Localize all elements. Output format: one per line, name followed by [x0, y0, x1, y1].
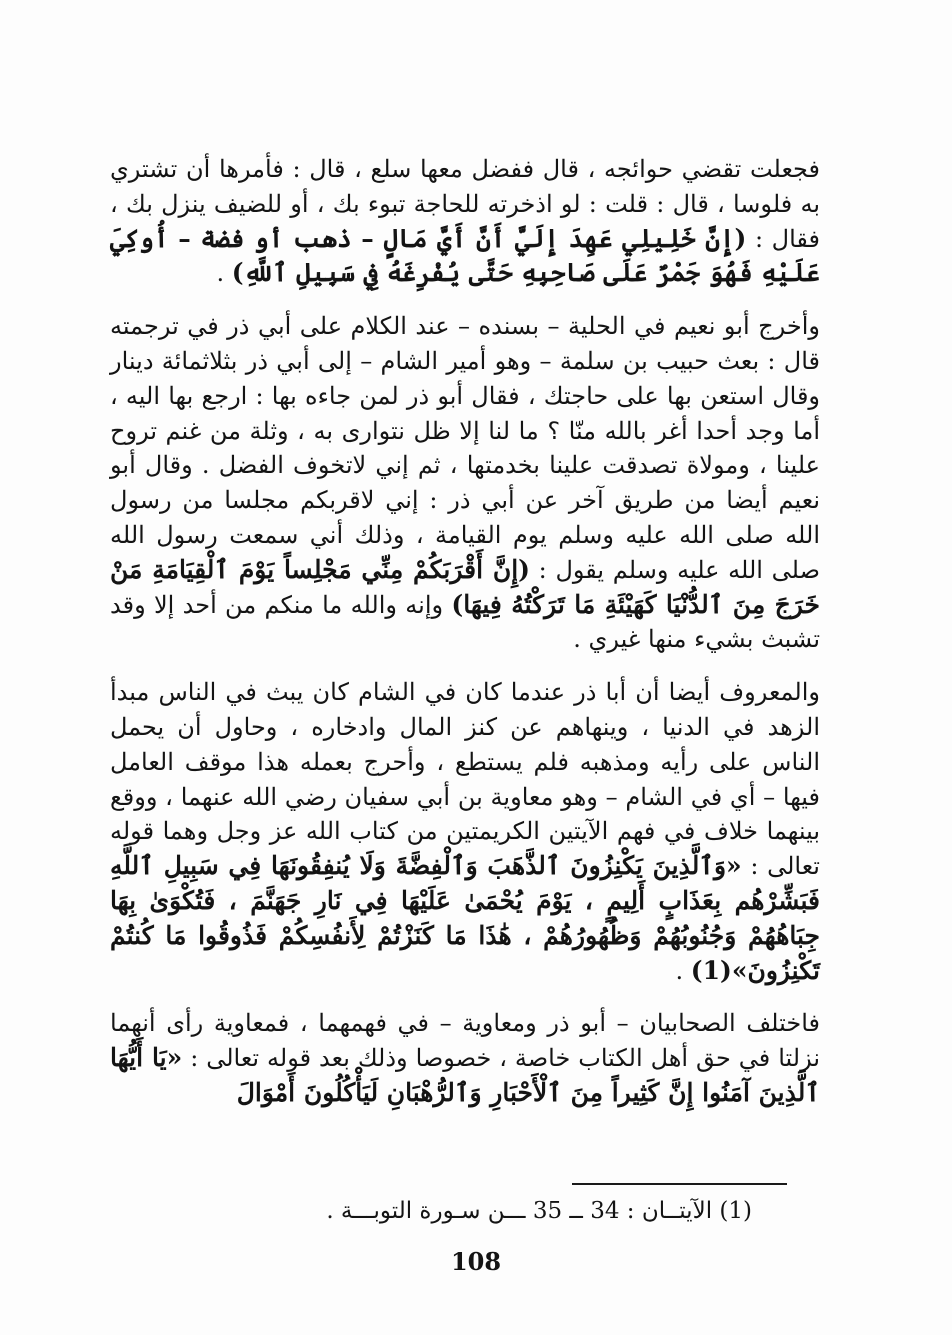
paragraph-2-text-b: وإنه والله ما منكم من أحد إلا وقد تشبث بشيء منها غيري . — [110, 590, 820, 654]
quran-verse-2: «يَا أَيُّهَا ٱلَّذِينَ آمَنُوا إِنَّ كَثِيراً مِنَ ٱلْأَحْبَارِ وَٱلرُّهْبَانِ لَيَأْكُلُونَ أَمْوَالَ — [110, 1043, 820, 1107]
hadith-quote-1: (إِنَّ خَلِيلِي عَهِدَ إِلَيَّ أَنَّ أَيَّ مَالٍ – ذهب أو فضة – أُوكِيَ عَلَيْهِ فَهُوَ جَمْرٌ عَلَى صَاحِبِهِ حَتَّى يُفْرِغَهُ فِي سَبِيلِ ٱللَّهِ) — [110, 223, 820, 288]
paragraph-2-text-a: وأخرج أبو نعيم في الحلية – بسنده – عند الكلام على أبي ذر في ترجمته قال : بعث حبيب بن سلمة – وهو أمير الشام – إلى أبي ذر بثلاثمائة دينار وقال استعن بها على حاجتك ، فقال أبو ذر لمن جاءه بها : ارجع بها اليه ، أما وجد أحدا أغر بالله منّا ؟ ما لنا إلا ظل نتوارى به ، وثلة من غنم تروح علينا ، ومولاة تصدقت علينا بخدمتها ، ثم إني لاتخوف الفضل . وقال أبو نعيم أيضا من طريق آخر عن أبي ذر : إني لاقربكم مجلسا من رسول الله صلى الله عليه وسلم يوم القيامة ، وذلك أني سمعت رسول الله صلى الله عليه وسلم يقول : — [110, 312, 820, 584]
paragraph-4-text-a: فاختلف الصحابيان – أبو ذر ومعاوية – في فهمهما ، فمعاوية رأى أنهما نزلتا في حق أهل الكتاب خاصة ، خصوصا وذلك بعد قوله تعالى : — [110, 1009, 821, 1073]
footnote: (1) الآيتــان : 34 ــ 35 ـــن سـورة التوبـــة . — [326, 1198, 752, 1224]
paragraph-1 — [110, 152, 820, 291]
paragraph-3-text-b: . — [675, 956, 691, 985]
paragraph-3 — [110, 675, 820, 988]
paragraph-1-text-a: فجعلت تقضي حوائجه ، قال ففضل معها سلع ، قال : فأمرها أن تشتري به فلوسا ، قال : قلت : لو اذخرته للحاجة تبوء بك ، أو للضيف ينزل بك ، فقال : — [110, 155, 820, 253]
quran-verse-1: «وَٱلَّذِينَ يَكْنِزُونَ ٱلذَّهَبَ وَٱلْفِضَّةَ وَلَا يُنفِقُونَهَا فِي سَبِيلِ ٱللَّهِ فَبَشِّرْهُم بِعَذَابٍ أَلِيمٍ ، يَوْمَ يُحْمَىٰ عَلَيْهَا فِي نَارِ جَهَنَّمَ ، فَتُكْوَىٰ بِهَا جِبَاهُهُمْ وَجُنُوبُهُمْ وَظُهُورُهُمْ ، هَٰذَا مَا كَنَزْتُمْ لِأَنفُسِكُمْ فَذُوقُوا مَا كُنتُمْ تَكْنِزُونَ»(1) — [110, 851, 820, 985]
footnote-divider — [572, 1183, 787, 1185]
page-number: 108 — [450, 1247, 502, 1276]
hadith-quote-2: (إِنَّ أَقْرَبَكُمْ مِنِّي مَجْلِساً يَوْمَ ٱلْقِيَامَةِ مَنْ خَرَجَ مِنَ ٱلدُّنْيَا كَهَيْئَةِ مَا تَرَكْتُهُ فِيهَا) — [110, 554, 820, 619]
paragraph-1-text-b: . — [216, 259, 232, 288]
paragraph-4 — [110, 1006, 820, 1110]
paragraph-2 — [110, 309, 820, 657]
page-body-text — [110, 152, 820, 1111]
paragraph-3-text-a: والمعروف أيضا أن أبا ذر عندما كان في الشام كان يبث في الناس مبدأ الزهد في الدنيا ، وينهاهم عن كنز المال وادخاره ، وحاول أن يحمل الناس على رأيه ومذهبه فلم يستطع ، وأحرج بعمله هذا موقف العامل فيها – أي في الشام – وهو معاوية بن أبي سفيان رضي الله عنهما ، ووقع بينهما خلاف في فهم الآيتين الكريمتين من كتاب الله عز وجل وهما قوله تعالى : — [110, 678, 820, 881]
